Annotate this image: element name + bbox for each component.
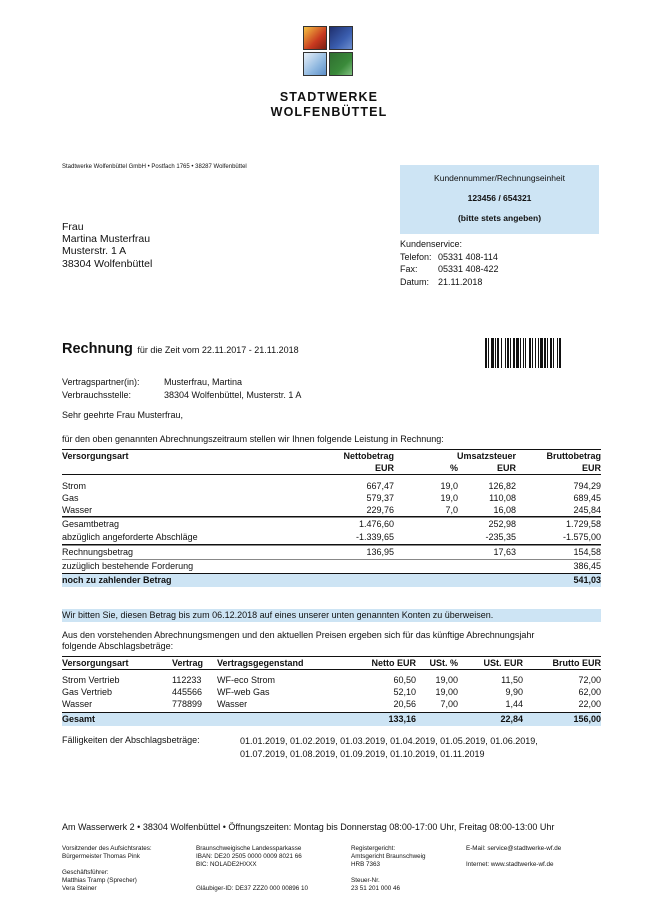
company-logo bbox=[303, 26, 355, 78]
table-cell: Vertragsgegenstand bbox=[217, 658, 304, 668]
table-cell: 136,95 bbox=[366, 547, 394, 557]
customer-number-note: (bitte stets angeben) bbox=[457, 213, 542, 223]
table-cell: 60,50 bbox=[393, 675, 416, 685]
table-cell: USt. EUR bbox=[483, 658, 523, 668]
logo-tile-blue bbox=[329, 26, 353, 50]
table-cell: 386,45 bbox=[573, 561, 601, 571]
table-cell: 229,76 bbox=[366, 505, 394, 515]
barcode-bar bbox=[550, 338, 552, 368]
table-cell: Steuer-Nr. bbox=[351, 877, 380, 884]
table-cell: 110,08 bbox=[489, 493, 516, 503]
table-cell: 22,00 bbox=[578, 699, 601, 709]
payment-notice-text: Wir bitten Sie, diesen Betrag bis zum 06.12.2018 auf eines unserer unten genannten Konten zu überweisen. bbox=[62, 610, 494, 620]
table-cell: 16,08 bbox=[493, 505, 516, 515]
table-cell: Geschäftsführer: bbox=[62, 869, 109, 876]
table-cell: Vera Steiner bbox=[62, 885, 97, 892]
table-row bbox=[62, 674, 601, 686]
contract-partner bbox=[62, 376, 301, 401]
table-cell: abzüglich angeforderte Abschläge bbox=[62, 532, 198, 542]
table-cell: Wasser bbox=[62, 505, 93, 515]
recipient-name: Martina Musterfrau bbox=[62, 233, 151, 246]
installment-table bbox=[62, 656, 601, 726]
table-cell: -1.339,65 bbox=[355, 532, 394, 542]
due-dates bbox=[240, 735, 538, 760]
barcode-bar bbox=[513, 338, 515, 368]
total-row bbox=[62, 712, 601, 726]
barcode-bar bbox=[495, 338, 496, 368]
table-cell: Wasser bbox=[217, 699, 248, 709]
table-cell: IBAN: DE20 2505 0000 0009 8021 66 bbox=[196, 853, 302, 860]
table-cell: Gesamtbetrag bbox=[62, 519, 120, 529]
table-cell: Vorsitzender des Aufsichtsrates: bbox=[62, 845, 152, 852]
table-cell: WF-web Gas bbox=[217, 687, 270, 697]
table-cell: 7,00 bbox=[440, 699, 458, 709]
barcode-bar bbox=[553, 338, 554, 368]
col-header: Umsatzsteuer bbox=[456, 451, 516, 461]
consumption-point: 38304 Wolfenbüttel, Musterstr. 1 A bbox=[164, 389, 302, 400]
recipient-address bbox=[62, 221, 152, 270]
table-cell: Gesamt bbox=[62, 714, 96, 724]
payment-notice bbox=[62, 609, 601, 622]
due-dates-line: 01.07.2019, 01.08.2019, 01.09.2019, 01.10.2019, 01.11.2019 bbox=[240, 748, 485, 759]
invoice-title-main: Rechnung bbox=[62, 341, 133, 357]
table-header-row bbox=[62, 462, 601, 475]
table-row bbox=[62, 492, 601, 504]
service-heading: Kundenservice: bbox=[400, 239, 463, 249]
col-header: Nettobetrag bbox=[343, 451, 394, 461]
recipient-city: 38304 Wolfenbüttel bbox=[62, 257, 153, 270]
table-cell bbox=[351, 869, 426, 877]
table-cell: -235,35 bbox=[485, 532, 516, 542]
service-key: Fax: bbox=[400, 264, 418, 274]
footer-contact bbox=[466, 845, 561, 869]
table-row bbox=[62, 504, 601, 517]
table-cell: 156,00 bbox=[573, 714, 601, 724]
greeting: Sehr geehrte Frau Musterfrau, bbox=[62, 410, 184, 420]
table-cell: Strom bbox=[62, 481, 87, 491]
future-installments-text bbox=[62, 630, 601, 652]
table-cell: 126,82 bbox=[488, 481, 516, 491]
service-date: 21.11.2018 bbox=[438, 276, 483, 287]
footer-register bbox=[351, 845, 426, 893]
customer-number-label: Kundennummer/Rechnungseinheit bbox=[434, 173, 565, 183]
table-cell: Matthias Tramp (Sprecher) bbox=[62, 877, 137, 884]
table-cell: noch zu zahlender Betrag bbox=[62, 575, 172, 585]
table-cell: BIC: NOLADE2HXXX bbox=[196, 861, 257, 868]
table-cell: 579,37 bbox=[366, 493, 394, 503]
col-header: Versorgungsart bbox=[62, 451, 129, 461]
amount-due-row bbox=[62, 573, 601, 587]
service-key: Telefon: bbox=[400, 251, 432, 262]
table-cell: Netto EUR bbox=[371, 658, 416, 668]
barcode-bar bbox=[557, 338, 558, 368]
table-cell: HRB 7363 bbox=[351, 861, 381, 868]
barcode-bar bbox=[544, 338, 546, 368]
invoice-amount-row bbox=[62, 545, 601, 559]
table-cell: 252,98 bbox=[488, 519, 516, 529]
table-cell: Registergericht: bbox=[351, 845, 396, 852]
barcode-bar bbox=[538, 338, 539, 368]
table-cell: Wasser bbox=[62, 699, 93, 709]
partner-key: Vertragspartner(in): bbox=[62, 377, 140, 387]
table-row bbox=[62, 698, 601, 712]
invoice-table bbox=[62, 449, 601, 587]
table-cell: 19,00 bbox=[435, 687, 458, 697]
col-header: EUR bbox=[374, 463, 394, 473]
table-cell bbox=[466, 853, 561, 861]
customer-number-box bbox=[400, 165, 599, 234]
table-cell: 23 51 201 000 46 bbox=[351, 885, 401, 892]
table-cell: 11,50 bbox=[501, 675, 523, 685]
table-cell: 19,0 bbox=[440, 493, 458, 503]
barcode-bar bbox=[485, 338, 487, 368]
partner-name: Musterfrau, Martina bbox=[164, 377, 243, 387]
table-cell: Bürgermeister Thomas Pink bbox=[62, 853, 140, 860]
recipient-salutation: Frau bbox=[62, 221, 84, 233]
table-cell: 19,0 bbox=[440, 481, 458, 491]
barcode-bar bbox=[540, 338, 543, 368]
table-cell: Vertrag bbox=[172, 658, 204, 668]
table-cell: Gas bbox=[62, 493, 79, 503]
barcode-bar bbox=[532, 338, 533, 368]
partner-key: Verbrauchsstelle: bbox=[62, 389, 132, 400]
barcode-bar bbox=[525, 338, 526, 368]
table-cell: 778899 bbox=[172, 699, 203, 709]
table-cell: 689,45 bbox=[573, 493, 601, 503]
future-text-line: Aus den vorstehenden Abrechnungsmengen und den aktuellen Preisen ergeben sich für das künftige Abrechnungsjahr bbox=[62, 630, 535, 640]
table-row bbox=[62, 480, 601, 492]
table-cell: 794,29 bbox=[573, 481, 601, 491]
table-cell: 445566 bbox=[172, 687, 203, 697]
table-cell: 52,10 bbox=[393, 687, 416, 697]
service-key: Datum: bbox=[400, 276, 430, 287]
col-header: % bbox=[449, 463, 458, 473]
table-cell: 62,00 bbox=[578, 687, 601, 697]
table-cell: 1.476,60 bbox=[358, 519, 394, 529]
table-cell: Gläubiger-ID: DE37 ZZZ0 000 00896 10 bbox=[196, 885, 309, 892]
table-cell: 154,58 bbox=[573, 547, 601, 557]
table-cell: Strom Vertrieb bbox=[62, 675, 120, 685]
logo-tile-lightblue bbox=[303, 52, 327, 76]
table-cell: 667,47 bbox=[366, 481, 394, 491]
footer-email[interactable]: E-Mail: service@stadtwerke-wf.de bbox=[466, 845, 562, 852]
barcode-bar bbox=[510, 338, 511, 368]
barcode-bar bbox=[559, 338, 561, 368]
footer-website[interactable]: Internet: www.stadtwerke-wf.de bbox=[466, 861, 554, 868]
table-header-row bbox=[62, 449, 601, 462]
invoice-title bbox=[62, 341, 299, 358]
footer-bank bbox=[196, 845, 308, 893]
logo-tile-red bbox=[303, 26, 327, 50]
table-cell: -1.575,00 bbox=[562, 532, 601, 542]
table-cell: Brutto EUR bbox=[552, 658, 601, 668]
barcode-bar bbox=[547, 338, 548, 368]
table-cell: 17,63 bbox=[493, 547, 516, 557]
table-cell: 245,84 bbox=[573, 505, 601, 515]
table-cell bbox=[62, 861, 152, 869]
sender-line: Stadtwerke Wolfenbüttel GmbH • Postfach 1765 • 38287 Wolfenbüttel bbox=[62, 164, 247, 170]
table-cell: 19,00 bbox=[435, 675, 458, 685]
table-cell: 20,56 bbox=[393, 699, 416, 709]
customer-service bbox=[400, 238, 499, 288]
table-cell: 22,84 bbox=[500, 714, 523, 724]
table-cell bbox=[196, 877, 308, 885]
table-row bbox=[62, 686, 601, 698]
customer-number: 123456 / 654321 bbox=[467, 193, 532, 203]
table-cell: 7,0 bbox=[445, 505, 458, 515]
table-cell: 133,16 bbox=[388, 714, 416, 724]
footer-board bbox=[62, 845, 152, 893]
barcode-bar bbox=[501, 338, 502, 368]
barcode-bar bbox=[507, 338, 509, 368]
barcode-bar bbox=[505, 338, 506, 368]
table-cell: Gas Vertrieb bbox=[62, 687, 113, 697]
table-cell: 1,44 bbox=[505, 699, 523, 709]
footer-address: Am Wasserwerk 2 • 38304 Wolfenbüttel • Öffnungszeiten: Montag bis Donnerstag 08:00-17:00 Uhr, Freitag 08:00-13:00 Uhr bbox=[62, 822, 555, 832]
table-cell: Rechnungsbetrag bbox=[62, 547, 134, 557]
table-cell: 9,90 bbox=[505, 687, 523, 697]
table-cell: 541,03 bbox=[573, 575, 601, 585]
table-header-row bbox=[62, 656, 601, 670]
intro-text: für den oben genannten Abrechnungszeitraum stellen wir Ihnen folgende Leistung in Rechnung: bbox=[62, 434, 444, 444]
barcode-bar bbox=[491, 338, 494, 368]
total-row bbox=[62, 517, 601, 531]
table-cell: zuzüglich bestehende Forderung bbox=[62, 561, 194, 571]
table-cell bbox=[196, 869, 308, 877]
table-cell: 1.729,58 bbox=[565, 519, 601, 529]
barcode-bar bbox=[523, 338, 524, 368]
brand-name: STADTWERKE WOLFENBÜTTEL bbox=[270, 90, 388, 119]
due-dates-line: 01.01.2019, 01.02.2019, 01.03.2019, 01.04.2019, 01.05.2019, 01.06.2019, bbox=[240, 736, 538, 746]
table-cell: 112233 bbox=[172, 675, 202, 685]
barcode-bar bbox=[516, 338, 519, 368]
service-fax: 05331 408-422 bbox=[438, 264, 499, 274]
col-header: Bruttobetrag bbox=[546, 451, 601, 461]
col-header: EUR bbox=[581, 463, 601, 473]
existing-claim-row bbox=[62, 559, 601, 573]
barcode-bar bbox=[529, 338, 531, 368]
service-phone: 05331 408-114 bbox=[438, 251, 498, 262]
barcode-bar bbox=[520, 338, 521, 368]
barcode-bar bbox=[497, 338, 499, 368]
barcode bbox=[485, 338, 601, 368]
table-cell: Braunschweigische Landessparkasse bbox=[196, 845, 302, 852]
table-cell: WF-eco Strom bbox=[217, 675, 276, 685]
barcode-bar bbox=[535, 338, 536, 368]
table-cell: USt. % bbox=[429, 658, 458, 668]
table-cell: Amtsgericht Braunschweig bbox=[351, 853, 426, 860]
table-cell: 72,00 bbox=[578, 675, 601, 685]
logo-tile-green bbox=[329, 52, 353, 76]
barcode-bar bbox=[488, 338, 489, 368]
due-dates-label: Fälligkeiten der Abschlagsbeträge: bbox=[62, 735, 200, 745]
col-header: EUR bbox=[496, 463, 516, 473]
recipient-street: Musterstr. 1 A bbox=[62, 245, 127, 258]
invoice-period: für die Zeit vom 22.11.2017 - 21.11.2018 bbox=[137, 345, 299, 355]
future-text-line: folgende Abschlagsbeträge: bbox=[62, 641, 174, 651]
table-cell: Versorgungsart bbox=[62, 658, 129, 668]
deduction-row bbox=[62, 531, 601, 545]
